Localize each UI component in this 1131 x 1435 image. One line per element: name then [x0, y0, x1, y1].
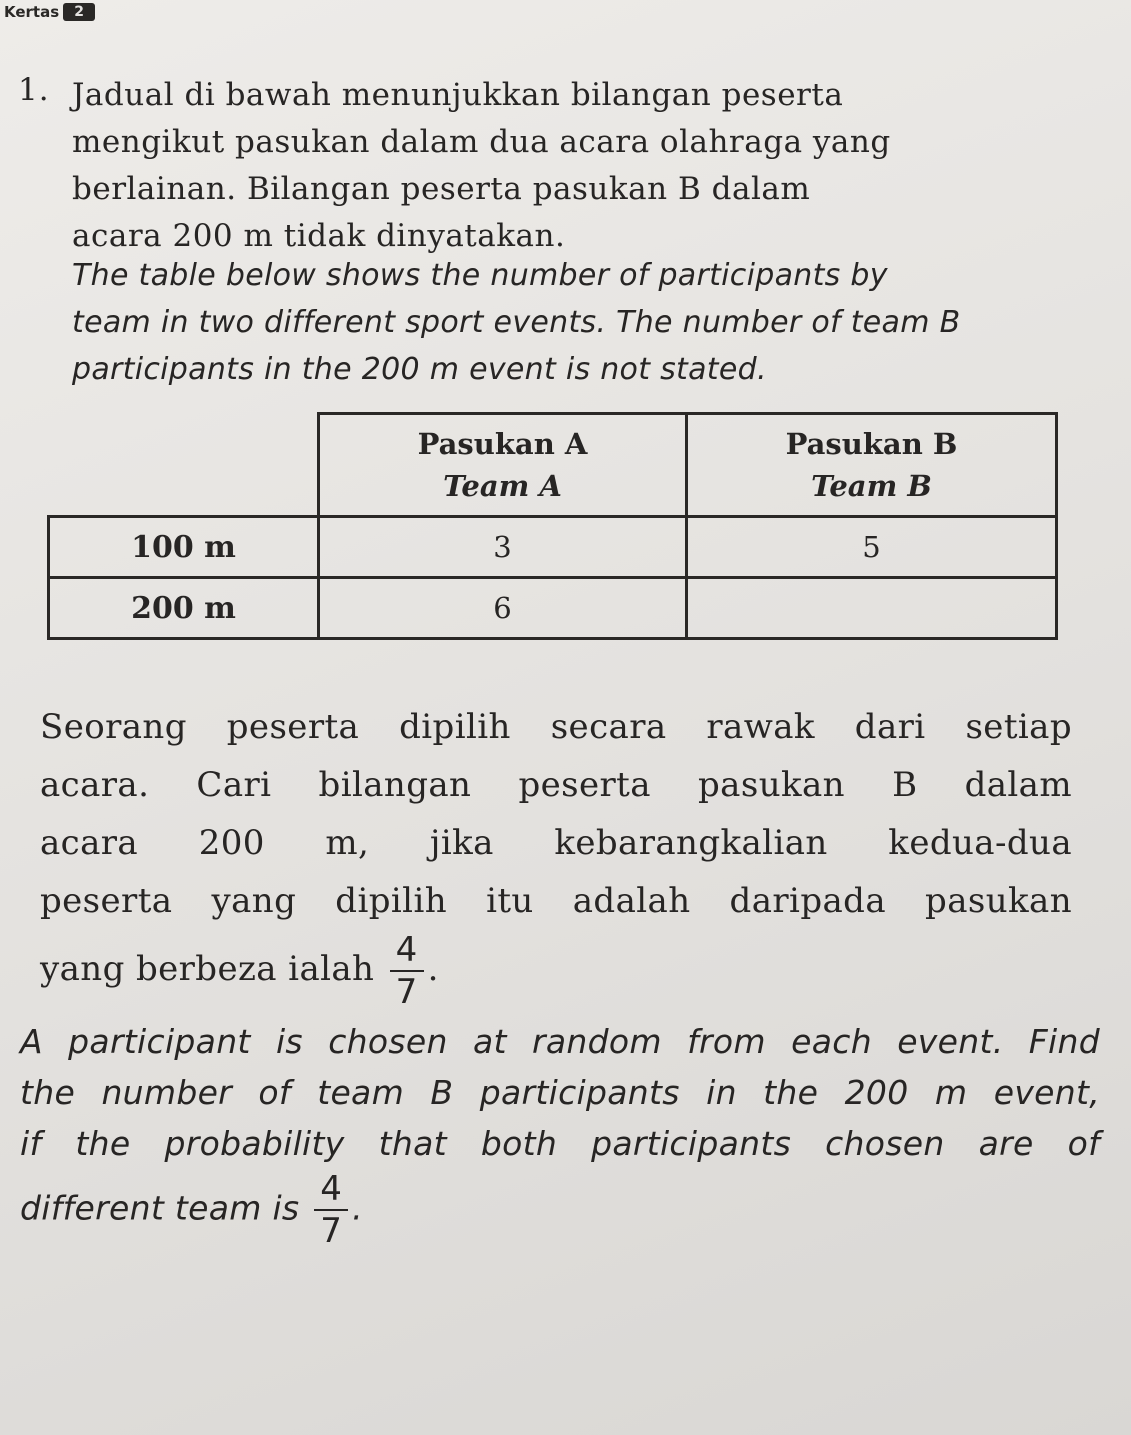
end-punctuation: .	[427, 949, 439, 989]
task-ms-last-text: yang berbeza ialah	[40, 949, 375, 989]
task-ms-line: peserta yang dipilih itu adalah daripada pasukan	[40, 881, 1072, 921]
intro-english-paragraph	[72, 252, 1047, 393]
intro-ms-line: acara 200 m tidak dinyatakan.	[72, 218, 566, 254]
paper-number-badge: 2	[63, 3, 95, 21]
fraction-denominator: 7	[395, 972, 418, 1012]
task-ms-line: acara 200 m, jika kebarangkalian kedua-dua	[40, 823, 1072, 863]
intro-en-line: participants in the 200 m event is not stated.	[72, 352, 767, 387]
header-team-b-en: Team B	[811, 469, 932, 503]
task-en-line: the number of team B participants in the 200 m event,	[20, 1073, 1100, 1112]
intro-ms-line: mengikut pasukan dalam dua acara olahraga yang	[72, 124, 891, 160]
fraction-numerator: 4	[314, 1169, 348, 1211]
cell-200m-team-b	[687, 578, 1057, 639]
table-row	[49, 517, 1057, 578]
task-ms-line: Seorang peserta dipilih secara rawak dari setiap	[40, 707, 1072, 747]
cell-100m-team-a: 3	[319, 517, 687, 578]
task-english-paragraph	[20, 1016, 1100, 1251]
table-header-team-a	[319, 414, 687, 517]
header-team-b-ms: Pasukan B	[785, 427, 958, 461]
intro-en-line: team in two different sport events. The number of team B	[72, 305, 961, 340]
cell-100m-team-b: 5	[687, 517, 1057, 578]
header-team-a-en: Team A	[443, 469, 562, 503]
paper-header	[4, 0, 95, 24]
fraction-numerator: 4	[390, 930, 424, 972]
intro-en-line: The table below shows the number of participants by	[72, 258, 888, 293]
intro-malay-paragraph	[72, 72, 1047, 260]
paper-label: Kertas	[4, 3, 60, 21]
table-row	[49, 578, 1057, 639]
task-en-last-text: different team is	[20, 1188, 300, 1228]
task-en-last-line	[20, 1169, 1100, 1251]
table-header-row	[49, 414, 1057, 517]
participants-table	[47, 412, 1055, 640]
row-label-100m: 100 m	[49, 517, 319, 578]
fraction-four-sevenths	[314, 1169, 348, 1251]
task-en-line: A participant is chosen at random from each event. Find	[20, 1022, 1100, 1061]
intro-ms-line: Jadual di bawah menunjukkan bilangan peserta	[72, 77, 844, 113]
fraction-four-sevenths	[390, 930, 424, 1012]
task-malay-paragraph	[40, 698, 1072, 1012]
header-team-a-ms: Pasukan A	[417, 427, 588, 461]
task-ms-last-line	[40, 930, 1072, 1012]
table-header-team-b	[687, 414, 1057, 517]
task-ms-line: acara. Cari bilangan peserta pasukan B dalam	[40, 765, 1072, 805]
fraction-denominator: 7	[320, 1211, 343, 1251]
table-corner-cell	[49, 414, 319, 517]
task-en-line: if the probability that both participants chosen are of	[20, 1124, 1100, 1163]
end-punctuation: .	[352, 1188, 363, 1228]
row-label-200m: 200 m	[49, 578, 319, 639]
cell-200m-team-a: 6	[319, 578, 687, 639]
intro-ms-line: berlainan. Bilangan peserta pasukan B dalam	[72, 171, 811, 207]
question-number: 1.	[18, 72, 50, 108]
